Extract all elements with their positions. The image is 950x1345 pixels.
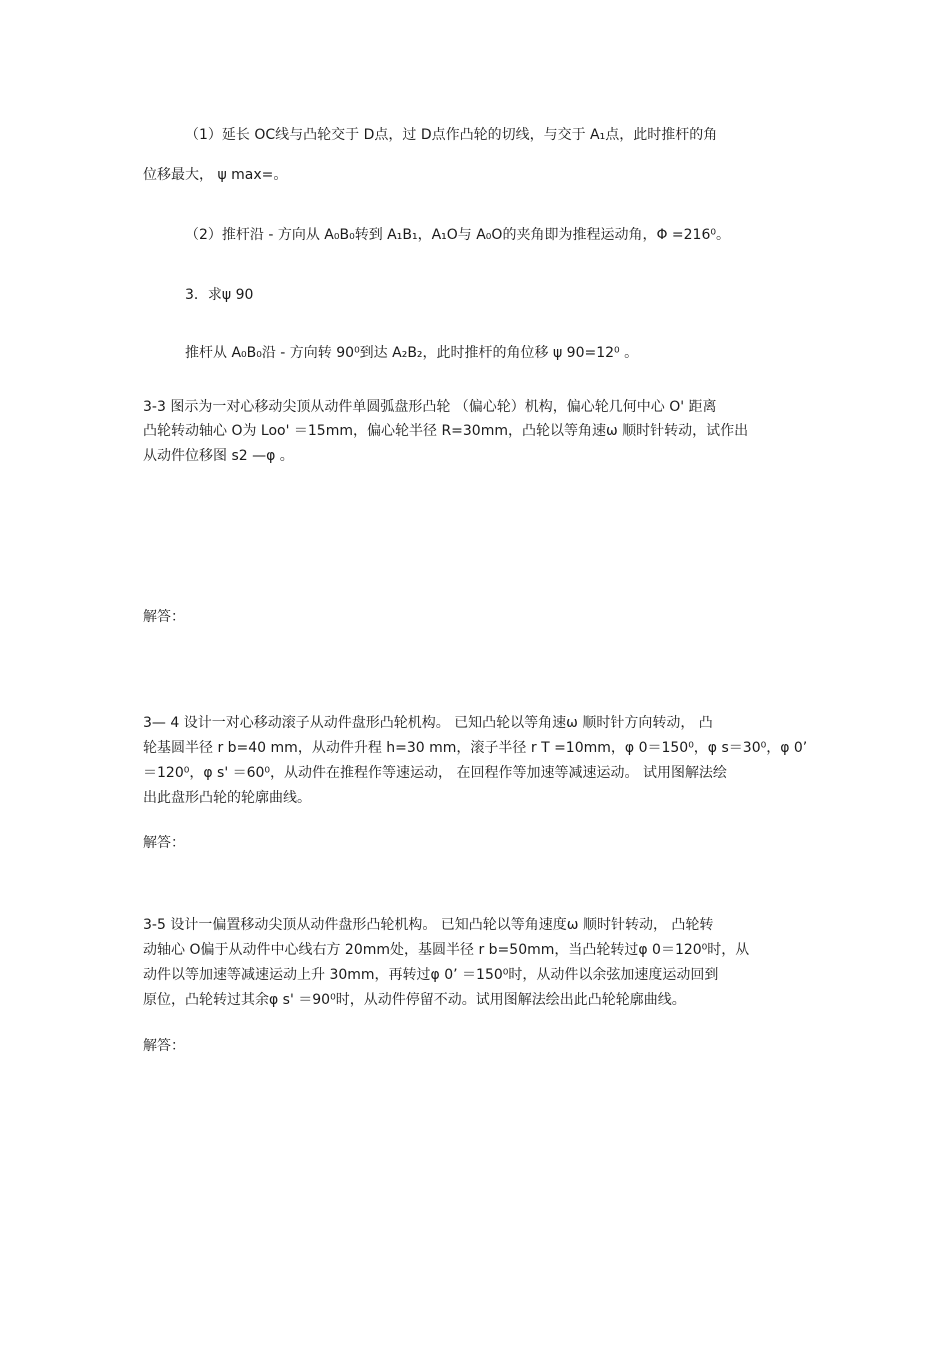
problem-3-4-line-2: 轮基圆半径 r b=40 mm，从动件升程 h=30 mm，滚子半径 r T =10mm，φ 0＝150⁰，φ s＝30⁰，φ 0’ bbox=[143, 740, 808, 756]
answer-label-3-4: 解答： bbox=[143, 835, 185, 851]
problem-3-3-line-2: 凸轮转动轴心 O为 Loo' ＝15mm，偏心轮半径 R=30mm，凸轮以等角速ω 顺时针转动，试作出 bbox=[143, 423, 749, 439]
problem-3-3-line-3: 从动件位移图 s2 —φ 。 bbox=[143, 448, 294, 464]
paragraph-1-line-2: 位移最大， ψ max=。 bbox=[143, 167, 288, 183]
problem-3-4-line-1: 3— 4 设计一对心移动滚子从动件盘形凸轮机构。 已知凸轮以等角速ω 顺时针方向转动， 凸 bbox=[143, 715, 713, 731]
step-3-heading: 3．求ψ 90 bbox=[185, 287, 254, 303]
problem-3-5-line-4: 原位，凸轮转过其余φ s' ＝90⁰时，从动件停留不动。试用图解法绘出此凸轮轮廓曲线。 bbox=[143, 992, 686, 1008]
answer-label-3-5: 解答： bbox=[143, 1038, 185, 1054]
problem-3-4-line-3: ＝120⁰，φ s' ＝60⁰，从动件在推程作等速运动， 在回程作等加速等减速运动。 试用图解法绘 bbox=[143, 765, 727, 781]
problem-3-5-line-1: 3-5 设计一偏置移动尖顶从动件盘形凸轮机构。 已知凸轮以等角速度ω 顺时针转动， 凸轮转 bbox=[143, 917, 714, 933]
answer-label-3-3: 解答： bbox=[143, 609, 185, 625]
paragraph-2: （2）推杆沿 - 方向从 A₀B₀转到 A₁B₁，A₁O与 A₀O的夹角即为推程运动角，Φ =216⁰。 bbox=[185, 227, 730, 243]
paragraph-4: 推杆从 A₀B₀沿 - 方向转 90⁰到达 A₂B₂，此时推杆的角位移 ψ 90=12⁰ 。 bbox=[185, 345, 639, 361]
problem-3-4-line-4: 出此盘形凸轮的轮廓曲线。 bbox=[143, 790, 311, 806]
paragraph-1-line-1: （1）延长 OC线与凸轮交于 D点，过 D点作凸轮的切线，与交于 A₁点，此时推杆的角 bbox=[185, 127, 718, 143]
problem-3-5-line-3: 动件以等加速等减速运动上升 30mm，再转过φ 0’ ＝150⁰时，从动件以余弦加速度运动回到 bbox=[143, 967, 719, 983]
problem-3-3-line-1: 3-3 图示为一对心移动尖顶从动件单圆弧盘形凸轮 （偏心轮）机构，偏心轮几何中心 O' 距离 bbox=[143, 399, 717, 415]
problem-3-5-line-2: 动轴心 O偏于从动件中心线右方 20mm处，基圆半径 r b=50mm，当凸轮转过φ 0＝120⁰时，从 bbox=[143, 942, 750, 958]
